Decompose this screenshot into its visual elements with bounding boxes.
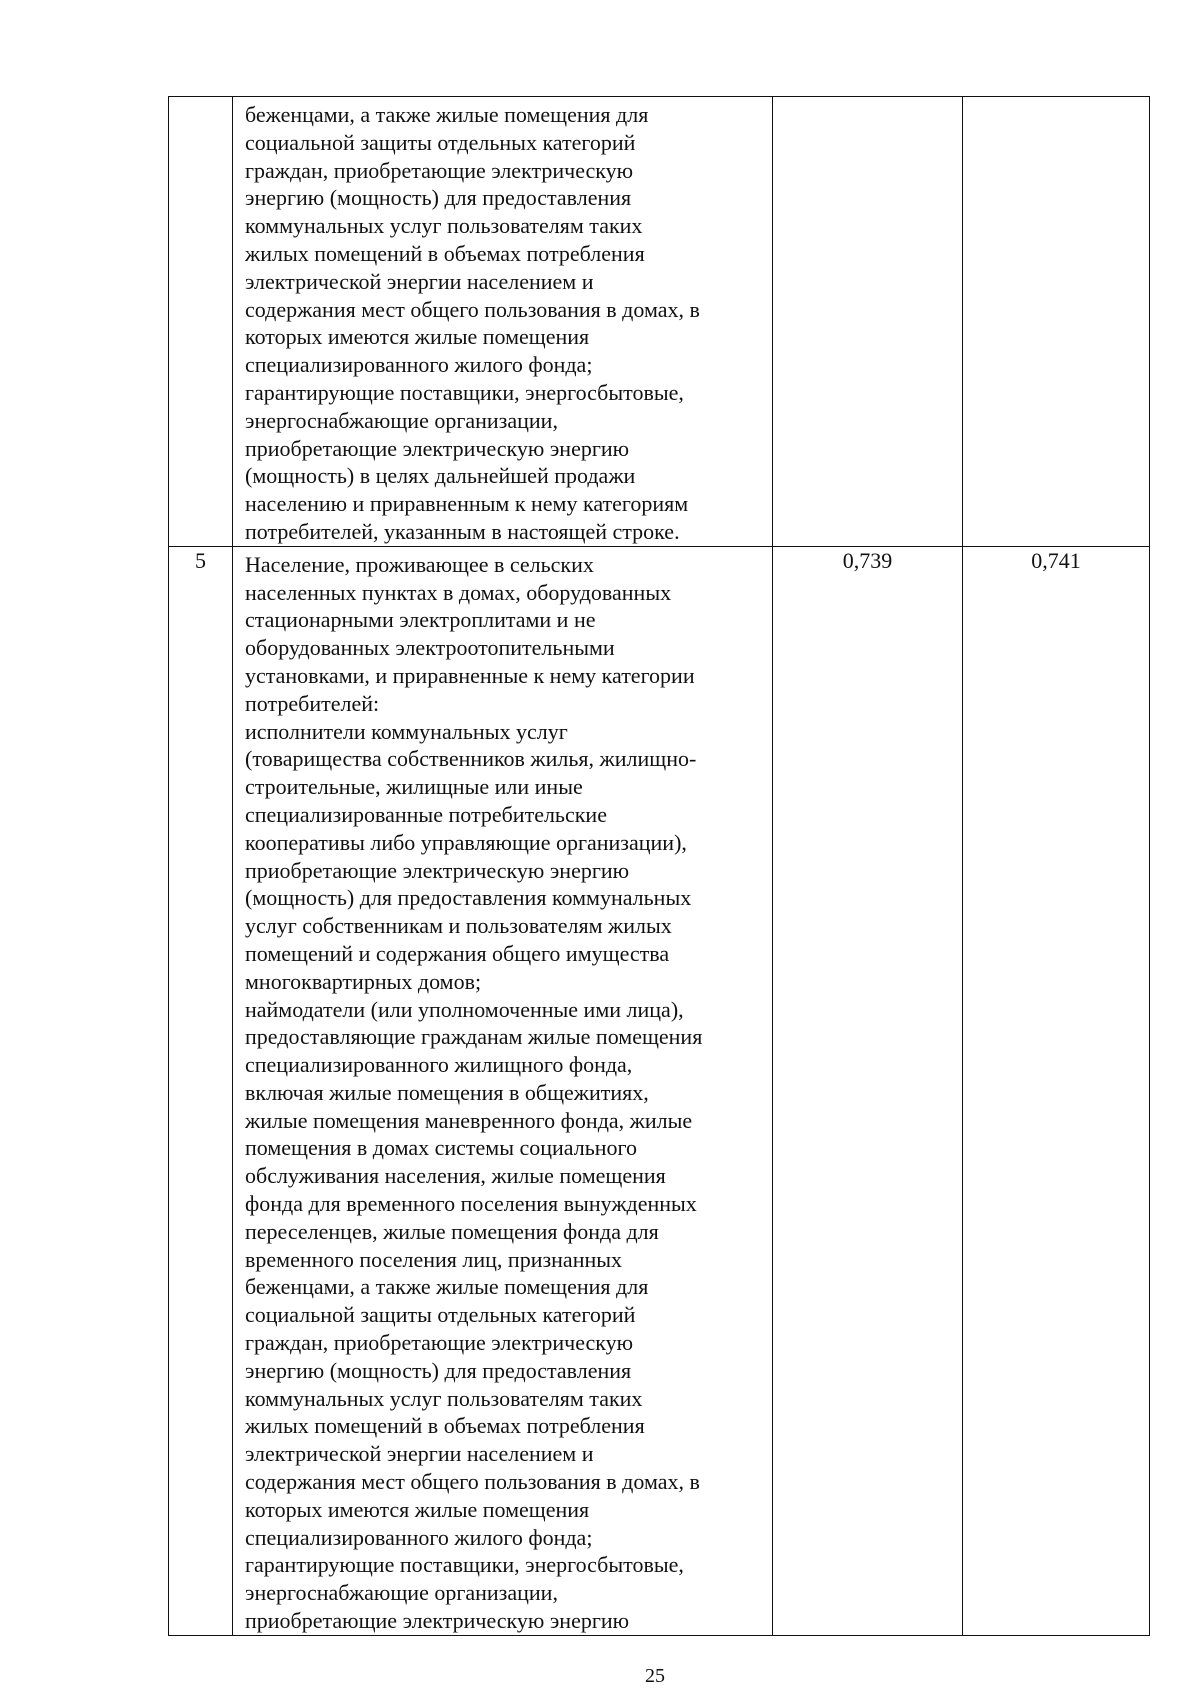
text-line: социальной защиты отдельных категорий (245, 129, 636, 155)
text-line: населению и приравненным к нему категориям (245, 491, 689, 517)
row-number-cell: 5 (169, 546, 233, 1635)
text-line: специализированные потребительские (245, 801, 607, 827)
text-line: фонда для временного поселения вынужденных (245, 1191, 697, 1217)
tariff-table (168, 96, 1150, 1636)
text-line: установками, и приравненные к нему категории (245, 662, 695, 688)
text-line: специализированного жилого фонда; (245, 352, 593, 378)
text-line: переселенцев, жилые помещения фонда для (245, 1218, 659, 1244)
text-line: (мощность) для предоставления коммунальных (245, 885, 692, 911)
text-line: граждан, приобретающие электрическую (245, 157, 634, 183)
text-line: граждан, приобретающие электрическую (245, 1330, 634, 1356)
text-line: энергию (мощность) для предоставления (245, 185, 632, 211)
row-description-cell (233, 546, 773, 1635)
text-line: беженцами, а также жилые помещения для (245, 1274, 649, 1300)
text-line: которых имеются жилые помещения (245, 324, 590, 350)
text-line: содержания мест общего пользования в домах, в (245, 296, 700, 322)
text-line: (товарищества собственников жилья, жилищно- (245, 746, 697, 772)
row-description-cell (233, 97, 773, 547)
text-line: содержания мест общего пользования в домах, в (245, 1469, 700, 1495)
text-line: помещений и содержания общего имущества (245, 940, 670, 966)
text-line: населенных пунктах в домах, оборудованных (245, 579, 672, 605)
text-line: энергоснабжающие организации, (245, 407, 558, 433)
text-line: которых имеются жилые помещения (245, 1496, 590, 1522)
text-line: обслуживания населения, жилые помещения (245, 1163, 666, 1189)
text-line: предоставляющие гражданам жилые помещения (245, 1024, 703, 1050)
text-line: гарантирующие поставщики, энергосбытовые, (245, 1552, 684, 1578)
text-line: беженцами, а также жилые помещения для (245, 102, 649, 127)
text-line: коммунальных услуг пользователям таких (245, 1385, 643, 1411)
row-description-text (233, 97, 772, 546)
text-line: включая жилые помещения в общежитиях, (245, 1079, 649, 1105)
text-line: стационарными электроплитами и не (245, 607, 596, 633)
text-line: строительные, жилищные или иные (245, 774, 583, 800)
text-line: приобретающие электрическую энергию (245, 435, 630, 461)
text-line: гарантирующие поставщики, энергосбытовые, (245, 379, 684, 405)
text-line: оборудованных электроотопительными (245, 635, 615, 661)
table-row-continued (169, 97, 1150, 547)
text-line: жилые помещения маневренного фонда, жилые (245, 1107, 693, 1133)
text-line: жилых помещений в объемах потребления (245, 240, 645, 266)
row-value-1 (773, 97, 963, 547)
row-value-1: 0,739 (773, 546, 963, 1635)
text-line: потребителей, указанным в настоящей строке. (245, 518, 680, 544)
text-line: коммунальных услуг пользователям таких (245, 213, 643, 239)
row-number-cell (169, 97, 233, 547)
text-line: специализированного жилого фонда; (245, 1524, 593, 1550)
text-line: жилых помещений в объемах потребления (245, 1413, 645, 1439)
text-line: приобретающие электрическую энергию (245, 1608, 630, 1634)
text-line: приобретающие электрическую энергию (245, 857, 630, 883)
text-line: социальной защиты отдельных категорий (245, 1302, 636, 1328)
text-line: кооперативы либо управляющие организации), (245, 829, 687, 855)
text-line: многоквартирных домов; (245, 968, 482, 994)
text-line: Население, проживающее в сельских (245, 551, 594, 577)
text-line: энергию (мощность) для предоставления (245, 1357, 632, 1383)
row-description-text (233, 547, 772, 1635)
text-line: наймодатели (или уполномоченные ими лица), (245, 996, 684, 1022)
row-value-2 (963, 97, 1150, 547)
text-line: помещения в домах системы социального (245, 1135, 638, 1161)
page-number: 25 (645, 1665, 665, 1687)
text-line: услуг собственникам и пользователям жилых (245, 913, 672, 939)
text-line: временного поселения лиц, признанных (245, 1246, 623, 1272)
text-line: специализированного жилищного фонда, (245, 1052, 633, 1078)
text-line: потребителей: (245, 690, 380, 716)
table-row-5 (169, 546, 1150, 1635)
text-line: электрической энергии населением и (245, 1441, 594, 1467)
text-line: энергоснабжающие организации, (245, 1580, 558, 1606)
text-line: (мощность) в целях дальнейшей продажи (245, 463, 636, 489)
row-value-2: 0,741 (963, 546, 1150, 1635)
text-line: электрической энергии населением и (245, 268, 594, 294)
text-line: исполнители коммунальных услуг (245, 718, 568, 744)
